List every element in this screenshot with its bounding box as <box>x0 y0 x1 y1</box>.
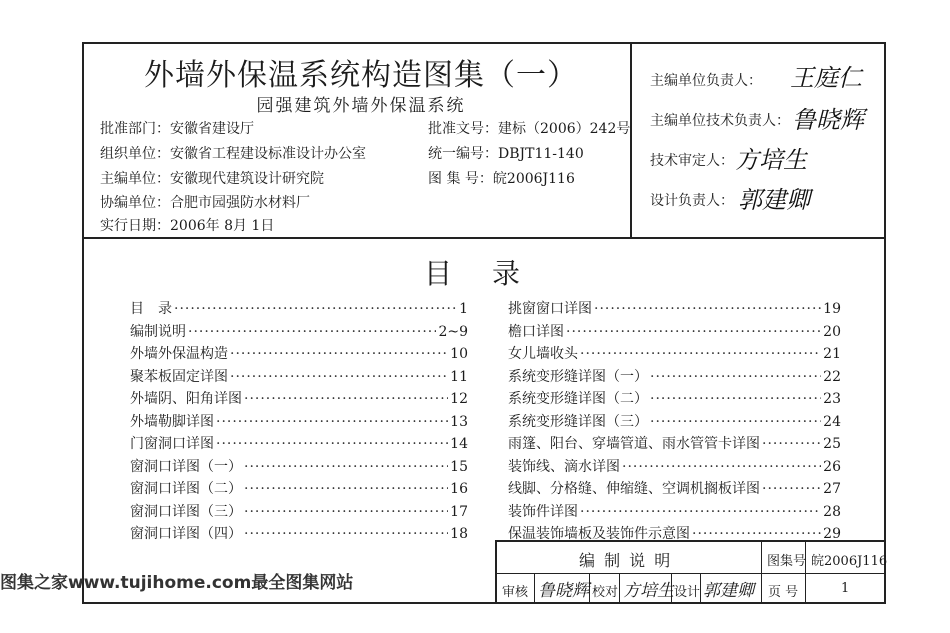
toc-entry: 装饰线、滴水详图 ····· 26 <box>508 456 841 479</box>
signatory-role-tech-reviewer: 技术审定人： <box>650 153 734 169</box>
toc-entry: 窗洞口详图（二） ····· 16 <box>130 478 468 501</box>
toc-entry: 目 录 ····· 1 <box>130 298 468 321</box>
signatory-role-tech-lead: 主编单位技术负责人： <box>650 113 790 129</box>
toc-title: 目 录 <box>423 257 526 290</box>
atlas-subtitle: 园强建筑外墙外保温系统 <box>256 96 466 116</box>
meta-co-editor-unit: 协编单位：合肥市园强防水材料厂 <box>100 195 310 211</box>
signature-tech-lead: 鲁晓辉 <box>792 106 864 134</box>
title-block-divider <box>497 573 886 574</box>
toc-entry: 外墙外保温构造 ····· 10 <box>130 343 468 366</box>
title-block-divider <box>534 573 535 604</box>
check-label: 校对 <box>592 585 619 600</box>
meta-approval-doc-no: 批准文号：建标（2006）242号 <box>428 121 631 137</box>
title-block <box>495 540 886 604</box>
toc-entry: 系统变形缝详图（三） ····· 24 <box>508 411 841 434</box>
sheet-title: 编 制 说 明 <box>579 551 673 570</box>
signature-chief-unit: 王庭仁 <box>790 64 862 92</box>
title-block-divider <box>761 573 762 604</box>
atlas-title: 外墙外保温系统构造图集（一） <box>144 58 578 93</box>
atlas-no-value: 皖2006J116 <box>811 554 888 569</box>
check-signature: 方培生 <box>623 581 674 601</box>
signature-tech-reviewer: 方培生 <box>735 146 807 174</box>
page-no-value: 1 <box>841 581 850 596</box>
toc-entry: 保温装饰墙板及装饰件示意图 ····· 29 <box>508 523 841 546</box>
title-block-divider <box>805 573 806 604</box>
meta-effective-date: 实行日期：2006年 8月 1日 <box>100 218 275 234</box>
toc-left-column <box>130 298 468 546</box>
signature-design-lead: 郭建卿 <box>738 186 810 214</box>
toc-entry: 外墙阴、阳角详图 ····· 12 <box>130 388 468 411</box>
toc-entry: 系统变形缝详图（一） ····· 22 <box>508 366 841 389</box>
watermark: 图集之家www.tujihome.com最全图集网站 <box>0 573 354 593</box>
title-block-divider <box>619 573 620 604</box>
review-signature: 鲁晓辉 <box>538 581 589 601</box>
title-block-divider <box>761 542 762 573</box>
signatory-role-design-lead: 设计负责人： <box>650 193 734 209</box>
title-block-divider <box>589 573 590 604</box>
header-vertical-separator <box>630 42 632 237</box>
toc-entry: 女儿墙收头 ····· 21 <box>508 343 841 366</box>
signatory-role-chief-unit: 主编单位负责人： <box>650 73 762 89</box>
toc-entry: 聚苯板固定详图 ····· 11 <box>130 366 468 389</box>
toc-entry: 雨篷、阳台、穿墙管道、雨水管管卡详图 ····· 25 <box>508 433 841 456</box>
design-label: 设计 <box>674 585 701 600</box>
header-separator <box>82 237 886 239</box>
toc-entry: 窗洞口详图（四） ····· 18 <box>130 523 468 546</box>
toc-entry: 窗洞口详图（三） ····· 17 <box>130 501 468 524</box>
toc-entry: 外墙勒脚详图 ····· 13 <box>130 411 468 434</box>
toc-entry: 挑窗窗口详图 ····· 19 <box>508 298 841 321</box>
meta-organizer: 组织单位：安徽省工程建设标准设计办公室 <box>100 146 366 162</box>
title-block-divider <box>700 573 701 604</box>
toc-entry: 线脚、分格缝、伸缩缝、空调机搁板详图 ····· 27 <box>508 478 841 501</box>
toc-entry: 窗洞口详图（一） ····· 15 <box>130 456 468 479</box>
page-no-label: 页 号 <box>768 585 799 600</box>
atlas-no-label: 图集号 <box>767 554 807 569</box>
meta-approving-dept: 批准部门：安徽省建设厅 <box>100 121 254 137</box>
toc-entry: 装饰件详图 ····· 28 <box>508 501 841 524</box>
review-label: 审核 <box>502 585 529 600</box>
toc-entry: 系统变形缝详图（二） ····· 23 <box>508 388 841 411</box>
meta-atlas-no: 图 集 号：皖2006J116 <box>428 171 575 187</box>
toc-entry: 编制说明 ····· 2~9 <box>130 321 468 344</box>
toc-right-column <box>508 298 841 546</box>
meta-chief-editor-unit: 主编单位：安徽现代建筑设计研究院 <box>100 171 324 187</box>
toc-entry: 门窗洞口详图 ····· 14 <box>130 433 468 456</box>
design-signature: 郭建卿 <box>703 581 754 601</box>
meta-unified-no: 统一编号：DBJT11-140 <box>428 146 584 162</box>
toc-entry: 檐口详图 ····· 20 <box>508 321 841 344</box>
